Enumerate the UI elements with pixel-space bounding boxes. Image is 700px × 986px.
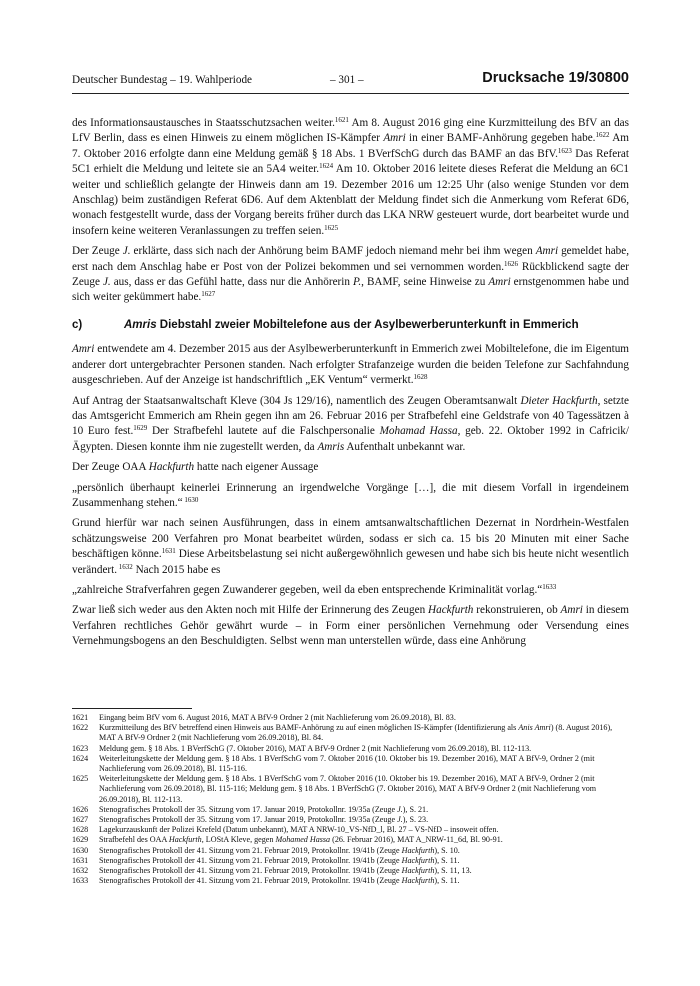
text: rekonstruieren, ob bbox=[473, 604, 561, 617]
footnote-text bbox=[99, 805, 629, 815]
text: Stenografisches Protokoll der 41. Sitzung vom 21. Februar 2019, Protokollnr. 19/41b (Zeuge bbox=[99, 845, 402, 855]
italic-name: J. bbox=[122, 245, 131, 258]
footnote-ref[interactable]: 1624 bbox=[319, 162, 334, 171]
text: , LOStA Kleve, gegen bbox=[201, 835, 276, 845]
italic-name: Hackfurth bbox=[428, 604, 474, 617]
footnote-ref[interactable]: 1622 bbox=[595, 131, 610, 140]
paragraph-1 bbox=[72, 116, 629, 239]
text: in einer BAMF-Anhörung gegeben habe. bbox=[405, 132, 596, 145]
text: Stenografisches Protokoll der 35. Sitzung vom 17. Januar 2019, Protokollnr. 19/35a (Zeuge bbox=[99, 815, 398, 825]
footnote-text bbox=[99, 876, 629, 886]
document-number-prefix: Drucksache 19/ bbox=[482, 70, 589, 86]
italic-name: P. bbox=[352, 276, 362, 289]
text: ), S. 23. bbox=[402, 815, 429, 825]
footnote-1623 bbox=[72, 744, 629, 754]
text: aus, dass er das Gefühl hatte, dass nur die Anhörerin bbox=[110, 276, 353, 289]
text: Diese Arbeitsbelastung sei nicht außergewöhnlich gewesen und habe sich bis heute nicht wesentlich verändert. bbox=[72, 548, 630, 576]
footnote-number: 1629 bbox=[72, 835, 89, 845]
text: , BAMF, seine Hinweise zu bbox=[361, 276, 489, 289]
italic-name: J. bbox=[102, 276, 111, 289]
page bbox=[72, 70, 629, 655]
section-title bbox=[124, 318, 579, 333]
footnote-rule bbox=[72, 708, 192, 709]
footnote-number: 1624 bbox=[72, 753, 89, 763]
italic-name: Amris bbox=[317, 440, 345, 453]
text: in diesem Verfahren rechtliches Gehör gewährt wurde – in Form einer persönlichen Vernehmung oder Versendung eines Vernehmungsbogens an den Beschuldigten. Selbst wenn man unterstellen würde, dass eine Anhörung bbox=[72, 604, 629, 648]
text: Am 8. August 2016 ging eine Kurzmitteilung des BfV an das LfV Berlin, dass es einen Hinweis zu einem möglichen IS-Kämpfer bbox=[72, 117, 629, 145]
footnote-number: 1623 bbox=[72, 743, 89, 753]
italic-name: Amri bbox=[560, 604, 583, 617]
page-number: – 301 – bbox=[330, 74, 364, 86]
text: entwendete am 4. Dezember 2015 aus der Asylbewerberunterkunft in Emmerich zwei Mobiltelefone, die im Eigentum anderer dort untergebrachter Personen standen. Nach erfolgter Strafanzeige wurden die beiden Telefone zur Sachfahndung ausgeschrieben. Auf der Anzeige ist handschriftlich „EK Ventum“ vermerkt. bbox=[72, 343, 629, 387]
text: Stenografisches Protokoll der 41. Sitzung vom 21. Februar 2019, Protokollnr. 19/41b (Zeuge bbox=[99, 876, 402, 886]
text: Auf Antrag der Staatsanwaltschaft Kleve (304 Js 129/16), namentlich des Zeugen Oberamtsanwalt bbox=[72, 394, 521, 407]
footnote-1630 bbox=[72, 846, 629, 856]
text: Diebstahl zweier Mobiltelefone aus der Asylbewerberunterkunft in Emmerich bbox=[156, 318, 579, 331]
footnote-ref[interactable]: 1621 bbox=[334, 116, 349, 124]
footnote-number: 1632 bbox=[72, 866, 89, 876]
footnote-number: 1625 bbox=[72, 774, 89, 784]
section-heading bbox=[72, 318, 629, 333]
text: des Informationsaustausches in Staatsschutzsachen weiter. bbox=[72, 117, 335, 129]
italic-name: Anis Amri bbox=[518, 723, 551, 733]
footnote-number: 1631 bbox=[72, 855, 89, 865]
footnote-text: Weiterleitungskette der Meldung gem. § 18 Abs. 1 BVerfSchG vom 7. Oktober 2016 (10. Oktober bis 19. Dezember 2016), MAT A BfV-9, Ordner 2 (mit Nachlieferung vom 26.09.2018), Bl. 115-116; Meldung gem. § 18 Abs. 1 BVerfSchG (7. Oktober 2016), MAT A BfV-9 Ordner 2 (mit Nachlieferung vom 26.09.2018), Bl. 112-113. bbox=[99, 774, 597, 804]
footnote-text bbox=[99, 866, 629, 876]
text: Das Referat 5C1 erhielt die Meldung und leitete sie an 5A4 weiter. bbox=[72, 147, 629, 176]
text: Rückblickend sagte der Zeuge bbox=[72, 260, 629, 289]
block-quote-2 bbox=[72, 583, 629, 598]
text: „zahlreiche Strafverfahren gegen Zuwanderer gegeben, weil da eben entsprechende Kriminalität vorlag.“ bbox=[72, 583, 543, 596]
text: Nach 2015 habe es bbox=[132, 563, 221, 576]
paragraph-2 bbox=[72, 244, 629, 306]
footnote-ref[interactable]: 1627 bbox=[201, 290, 216, 299]
footnote-1627 bbox=[72, 815, 629, 825]
footnote-number: 1628 bbox=[72, 825, 89, 835]
footnote-number: 1621 bbox=[72, 713, 89, 722]
italic-name: Amri bbox=[535, 245, 559, 258]
text: ), S. 11. bbox=[434, 855, 460, 865]
text: ), S. 11, 13. bbox=[434, 866, 472, 876]
block-quote-1 bbox=[72, 481, 629, 512]
header-publication: Deutscher Bundestag – 19. Wahlperiode bbox=[72, 74, 253, 86]
footnote-ref[interactable]: 1631 bbox=[161, 547, 176, 556]
footnote-ref[interactable]: 1628 bbox=[413, 373, 428, 382]
footnote-number: 1630 bbox=[72, 845, 89, 855]
footnote-ref[interactable]: 1632 bbox=[117, 562, 133, 571]
text: Am 10. Oktober 2016 leitete dieses Referat die Meldung an 6C1 weiter und schließlich gelangte der Hinweis dann am 19. Dezember 2016 um 12:25 Uhr (also wenige Stunden vor dem Anschlag) beim zuständigen Referat 6D6. Auf dem Aktenblatt der Meldung findet sich die Anmerkung vom Referat 6D6, wonach festgestellt wurde, dass der Vorgang bereits früher durch das LKA NRW gesteuert wurde, dort bearbeitet wurde und insofern keine weiteren Veranlassungen zu treffen seien. bbox=[72, 163, 629, 237]
text: ernstgenommen habe und sich weiter gekümmert habe. bbox=[72, 276, 630, 304]
italic-name: Amri bbox=[383, 132, 406, 145]
italic-name: Amri bbox=[72, 343, 95, 356]
footnote-ref[interactable]: 1633 bbox=[542, 582, 557, 591]
footnote-ref[interactable]: 1625 bbox=[324, 223, 339, 232]
text: Strafbefehl des OAA bbox=[99, 835, 169, 845]
text: Zwar ließ sich weder aus den Akten noch mit Hilfe der Erinnerung des Zeugen bbox=[72, 604, 429, 617]
footnote-1625 bbox=[72, 774, 629, 805]
paragraph-6 bbox=[72, 516, 629, 578]
text: ), S. 11. bbox=[434, 876, 460, 886]
text: Der Zeuge bbox=[72, 245, 123, 258]
italic-name: Hackfurth bbox=[168, 835, 202, 845]
italic-name: Hackfurth bbox=[401, 866, 435, 876]
footnote-text bbox=[99, 723, 629, 743]
running-header bbox=[72, 70, 629, 92]
footnote-text bbox=[99, 856, 629, 866]
footnote-ref[interactable]: 1623 bbox=[557, 146, 572, 155]
text: Stenografisches Protokoll der 41. Sitzung vom 21. Februar 2019, Protokollnr. 19/41b (Zeuge bbox=[99, 855, 402, 865]
text: hatte nach eigener Aussage bbox=[194, 461, 319, 474]
footnote-1633 bbox=[72, 876, 629, 886]
body-text bbox=[72, 116, 629, 650]
footnote-1632 bbox=[72, 866, 629, 876]
footnote-text bbox=[99, 815, 629, 825]
text: ), S. 21. bbox=[402, 804, 429, 814]
text: Stenografisches Protokoll der 35. Sitzung vom 17. Januar 2019, Protokollnr. 19/35a (Zeuge bbox=[99, 804, 398, 814]
text: Stenografisches Protokoll der 41. Sitzung vom 21. Februar 2019, Protokollnr. 19/41b (Zeuge bbox=[99, 866, 402, 876]
text: Kurzmitteilung des BfV betreffend einen Hinweis aus BAMF-Anhörung zu auf einen möglichen IS-Kämpfer (Identifizierung als bbox=[99, 723, 519, 733]
footnote-1628 bbox=[72, 825, 629, 835]
text: Grund hierfür war nach seinen Ausführungen, dass in einem amtsanwaltschaftlichen Dezernat in Nordrhein-Westfalen schätzungsweise 200 Verfahren pro Monat bearbeitet würden, sodass er sich ca. 15 bis 20 Minuten mit einer Sache beschäftigen könne. bbox=[72, 517, 629, 561]
paragraph-3 bbox=[72, 342, 629, 388]
italic-name: Hackfurth bbox=[401, 855, 435, 865]
footnote-text: Meldung gem. § 18 Abs. 1 BVerfSchG (7. Oktober 2016), MAT A BfV-9 Ordner 2 (mit Nachlieferung vom 26.09.2018), Bl. 112-113. bbox=[99, 743, 532, 753]
text: gemeldet habe, erst nach dem Anschlag habe er Post von der Polizei bekommen und sei vernommen worden. bbox=[72, 245, 630, 273]
footnote-1621 bbox=[72, 713, 629, 723]
paragraph-5 bbox=[72, 460, 629, 475]
footnote-1624 bbox=[72, 754, 629, 774]
italic-name: J. bbox=[397, 815, 403, 825]
section-label: c) bbox=[72, 318, 83, 331]
footnote-ref[interactable]: 1629 bbox=[133, 424, 148, 433]
text: erklärte, dass sich nach der Anhörung beim BAMF jedoch niemand mehr bei ihm wegen bbox=[130, 245, 536, 258]
footnote-1631 bbox=[72, 856, 629, 866]
text: Der Strafbefehl lautete auf die Falschpersonalie bbox=[147, 425, 380, 438]
footnote-ref[interactable]: 1626 bbox=[504, 259, 519, 268]
italic-name: Mohamed Hassa bbox=[275, 835, 331, 845]
text: ), S. 10. bbox=[434, 845, 460, 855]
italic-name: Dieter Hackfurth bbox=[520, 394, 598, 407]
italic-name: Hackfurth bbox=[401, 845, 435, 855]
footnote-number: 1626 bbox=[72, 804, 89, 814]
text: , geb. 22. Oktober 1992 in Cafricik/Ägypten. Diesen konnte ihm nie zugestellt werden, da bbox=[72, 425, 630, 453]
footnote-ref[interactable]: 1630 bbox=[182, 495, 199, 504]
footnote-number: 1633 bbox=[72, 876, 89, 886]
paragraph-7 bbox=[72, 603, 629, 649]
italic-name: Amri bbox=[488, 276, 511, 289]
italic-name: Hackfurth bbox=[401, 876, 435, 886]
document-number bbox=[482, 70, 629, 86]
italic-name: Mohamad Hassa bbox=[379, 425, 458, 438]
footnote-1629 bbox=[72, 835, 629, 845]
footnote-number: 1627 bbox=[72, 815, 89, 825]
italic-name: Amris bbox=[124, 318, 157, 331]
text: „persönlich überhaupt keinerlei Erinnerung an irgendwelche Vorgänge […], die mit diesem Vorfall in irgendeinem Zusammenhang stehen.“ bbox=[72, 481, 629, 509]
footnote-text: Lagekurzauskunft der Polizei Krefeld (Datum unbekannt), MAT A NRW-10_VS-NfD_l, Bl. 27 – VS-NfD – insoweit offen. bbox=[99, 825, 499, 835]
text: (26. Februar 2016), MAT A_NRW-11_6d, Bl. 90-91. bbox=[330, 835, 503, 845]
text: Am 7. Oktober 2016 erfolgte dann eine Meldung gemäß § 18 Abs. 1 BVerfSchG durch das BAMF an das BfV. bbox=[72, 132, 629, 160]
footnotes bbox=[72, 713, 629, 886]
text: Aufenthalt unbekannt war. bbox=[344, 440, 466, 453]
italic-name: Hackfurth bbox=[148, 461, 195, 474]
header-rule bbox=[72, 93, 629, 94]
italic-name: J. bbox=[397, 804, 403, 814]
text: Der Zeuge OAA bbox=[72, 461, 149, 474]
text: ) (8. August 2016), MAT A BfV-9 Ordner 2 (mit Nachlieferung vom 26.09.2018), Bl. 84. bbox=[99, 723, 613, 743]
footnote-text: Eingang beim BfV vom 6. August 2016, MAT A BfV-9 Ordner 2 (mit Nachlieferung vom 26.09.2018), Bl. 83. bbox=[99, 713, 456, 722]
paragraph-4 bbox=[72, 394, 629, 456]
footnote-number: 1622 bbox=[72, 723, 89, 733]
footnote-text: Weiterleitungskette der Meldung gem. § 18 Abs. 1 BVerfSchG vom 7. Oktober 2016 (10. Oktober bis 19. Dezember 2016), MAT A BfV-9, Ordner 2 (mit Nachlieferung vom 26.09.2018), Bl. 115-116. bbox=[99, 753, 595, 774]
document-number-value: 30800 bbox=[588, 70, 629, 86]
footnote-text bbox=[99, 835, 629, 845]
footnote-1626 bbox=[72, 805, 629, 815]
footnote-text bbox=[99, 846, 629, 856]
footnote-1622 bbox=[72, 723, 629, 743]
text: , setzte das Amtsgericht Emmerich am Rhein gegen ihn am 26. Februar 2016 per Strafbefehl eine Geldstrafe von 40 Tagessätzen à 10 Euro fest. bbox=[72, 394, 629, 438]
